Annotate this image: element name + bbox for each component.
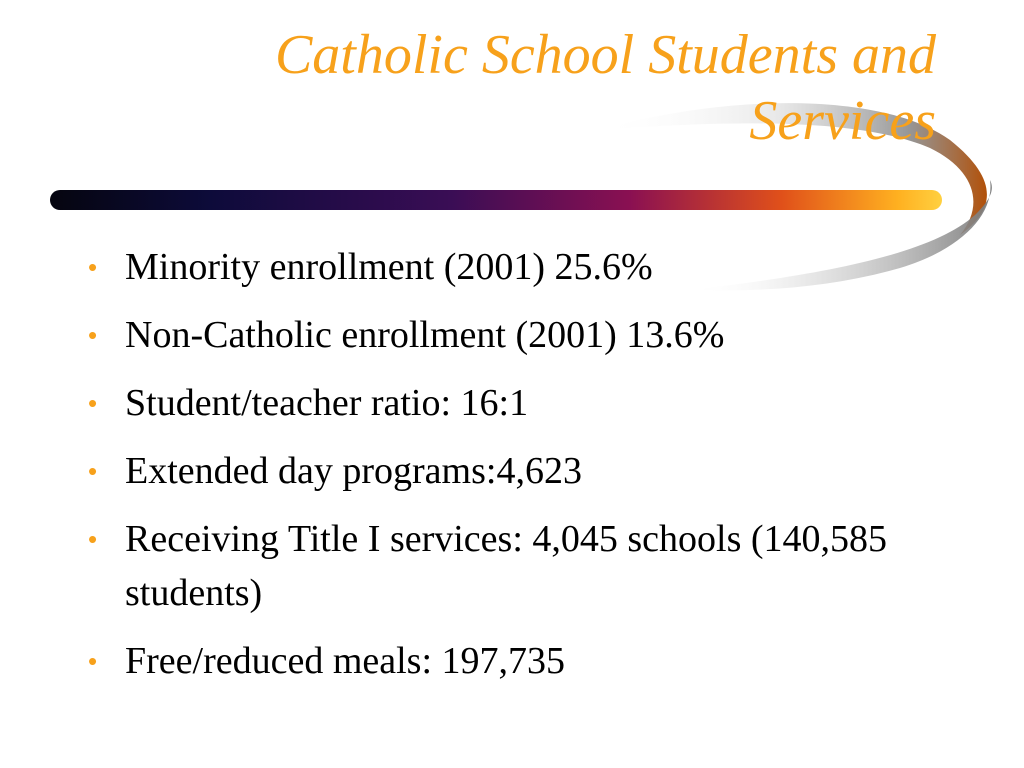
bullet-text: Student/teacher ratio: 16:1 xyxy=(125,382,529,424)
bullet-icon: • xyxy=(88,388,98,418)
bullet-item-minority-enrollment xyxy=(88,240,948,294)
bullet-icon: • xyxy=(88,524,98,554)
bullet-text: Minority enrollment (2001) 25.6% xyxy=(125,246,653,288)
bullet-icon: • xyxy=(88,320,98,350)
bullet-text: Free/reduced meals: 197,735 xyxy=(125,640,566,682)
bullet-text: Extended day programs:4,623 xyxy=(125,450,582,492)
bullet-icon: • xyxy=(88,456,98,486)
bullet-item-extended-day-programs xyxy=(88,444,948,498)
bullet-text: Non-Catholic enrollment (2001) 13.6% xyxy=(125,314,725,356)
slide-title: Catholic School Students and Services xyxy=(274,24,936,152)
bullet-icon: • xyxy=(88,646,98,676)
bullet-text: Receiving Title I services: 4,045 schools (140,585 students) xyxy=(125,518,888,614)
bullet-item-non-catholic-enrollment xyxy=(88,308,948,362)
bullet-item-free-reduced-meals xyxy=(88,634,948,688)
bullet-list xyxy=(88,240,948,702)
bullet-icon: • xyxy=(88,252,98,282)
bullet-item-student-teacher-ratio xyxy=(88,376,948,430)
bullet-item-title-i-services xyxy=(88,512,948,620)
